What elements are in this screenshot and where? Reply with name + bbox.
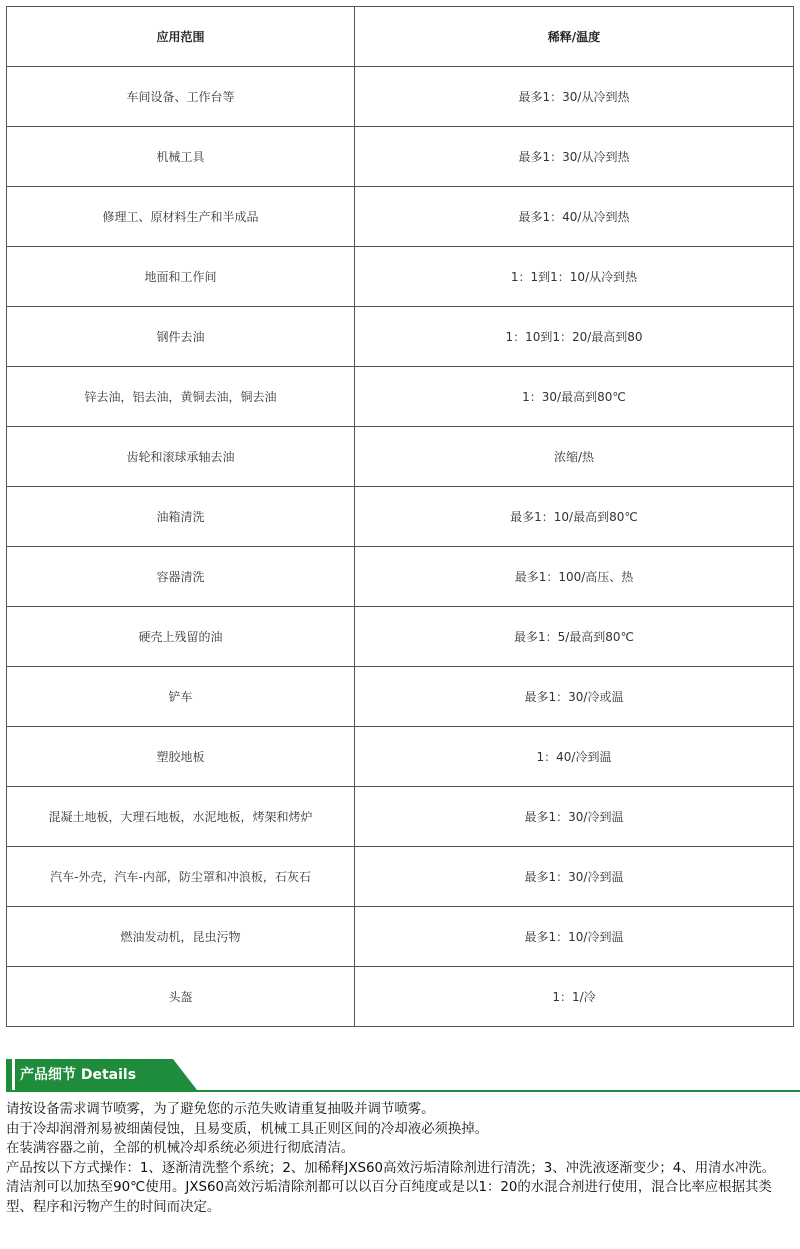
application-cell: 齿轮和滚球承轴去油 bbox=[7, 427, 355, 487]
application-cell: 硬壳上残留的油 bbox=[7, 607, 355, 667]
details-section-header bbox=[0, 1057, 800, 1093]
section-divider-line bbox=[6, 1090, 800, 1092]
application-cell: 钢件去油 bbox=[7, 307, 355, 367]
table-body bbox=[7, 67, 794, 1027]
application-cell: 塑胶地板 bbox=[7, 727, 355, 787]
application-cell: 头盔 bbox=[7, 967, 355, 1027]
dilution-temperature-cell: 最多1：30/冷到温 bbox=[355, 787, 794, 847]
dilution-temperature-cell: 最多1：5/最高到80℃ bbox=[355, 607, 794, 667]
dilution-temperature-cell: 最多1：100/高压、热 bbox=[355, 547, 794, 607]
dilution-temperature-cell: 浓缩/热 bbox=[355, 427, 794, 487]
table-row bbox=[7, 307, 794, 367]
details-paragraph: 清洁剂可以加热至90℃使用。JXS60高效污垢清除剂都可以以百分百纯度或是以1：20的水混合剂进行使用，混合比率应根据其类型、程序和污物产生的时间而决定。 bbox=[6, 1180, 772, 1215]
table-row bbox=[7, 247, 794, 307]
table-row bbox=[7, 667, 794, 727]
dilution-temperature-cell: 1：1到1：10/从冷到热 bbox=[355, 247, 794, 307]
dilution-temperature-cell: 1：1/冷 bbox=[355, 967, 794, 1027]
application-cell: 混凝土地板，大理石地板，水泥地板，烤架和烤炉 bbox=[7, 787, 355, 847]
column-header-application: 应用范围 bbox=[7, 7, 355, 67]
table-row bbox=[7, 607, 794, 667]
application-cell: 修理工、原材料生产和半成品 bbox=[7, 187, 355, 247]
application-cell: 机械工具 bbox=[7, 127, 355, 187]
dilution-temperature-cell: 最多1：40/从冷到热 bbox=[355, 187, 794, 247]
details-paragraph: 产品按以下方式操作：1、逐渐清洗整个系统；2、加稀释JXS60高效污垢清除剂进行清洗；3、冲洗液逐渐变少；4、用清水冲洗。 bbox=[6, 1160, 776, 1176]
table-row bbox=[7, 967, 794, 1027]
dilution-temperature-cell: 最多1：30/冷或温 bbox=[355, 667, 794, 727]
application-cell: 汽车-外壳，汽车-内部，防尘罩和冲浪板，石灰石 bbox=[7, 847, 355, 907]
dilution-temperature-cell: 最多1：30/从冷到热 bbox=[355, 67, 794, 127]
application-cell: 容器清洗 bbox=[7, 547, 355, 607]
dilution-temperature-cell: 最多1：10/最高到80℃ bbox=[355, 487, 794, 547]
column-header-dilution-temperature: 稀释/温度 bbox=[355, 7, 794, 67]
table-header-row bbox=[7, 7, 794, 67]
application-cell: 铲车 bbox=[7, 667, 355, 727]
table-row bbox=[7, 547, 794, 607]
dilution-temperature-cell: 最多1：30/从冷到热 bbox=[355, 127, 794, 187]
section-accent-bar bbox=[6, 1059, 12, 1090]
table-row bbox=[7, 67, 794, 127]
application-cell: 燃油发动机，昆虫污物 bbox=[7, 907, 355, 967]
table-row bbox=[7, 727, 794, 787]
table-row bbox=[7, 487, 794, 547]
application-cell: 锌去油，铝去油，黄铜去油，铜去油 bbox=[7, 367, 355, 427]
details-paragraph: 在装满容器之前，全部的机械冷却系统必须进行彻底清洁。 bbox=[6, 1141, 355, 1156]
application-cell: 车间设备、工作台等 bbox=[7, 67, 355, 127]
dilution-temperature-cell: 1：40/冷到温 bbox=[355, 727, 794, 787]
details-paragraph: 请按设备需求调节喷雾，为了避免您的示范失败请重复抽吸并调节喷雾。 bbox=[6, 1102, 435, 1117]
table-row bbox=[7, 427, 794, 487]
table-row bbox=[7, 847, 794, 907]
dilution-temperature-cell: 最多1：30/冷到温 bbox=[355, 847, 794, 907]
section-title: 产品细节 Details bbox=[20, 1067, 137, 1083]
table-row bbox=[7, 367, 794, 427]
table-row bbox=[7, 187, 794, 247]
application-cell: 地面和工作间 bbox=[7, 247, 355, 307]
table-row bbox=[7, 907, 794, 967]
application-dilution-table bbox=[6, 6, 794, 1027]
table-row bbox=[7, 127, 794, 187]
details-paragraph: 由于冷却润滑剂易被细菌侵蚀，且易变质，机械工具正则区间的冷却液必须换掉。 bbox=[6, 1121, 489, 1137]
dilution-temperature-cell: 最多1：10/冷到温 bbox=[355, 907, 794, 967]
dilution-temperature-cell: 1：30/最高到80℃ bbox=[355, 367, 794, 427]
details-text bbox=[6, 1100, 796, 1217]
dilution-temperature-cell: 1：10到1：20/最高到80 bbox=[355, 307, 794, 367]
application-cell: 油箱清洗 bbox=[7, 487, 355, 547]
table-row bbox=[7, 787, 794, 847]
